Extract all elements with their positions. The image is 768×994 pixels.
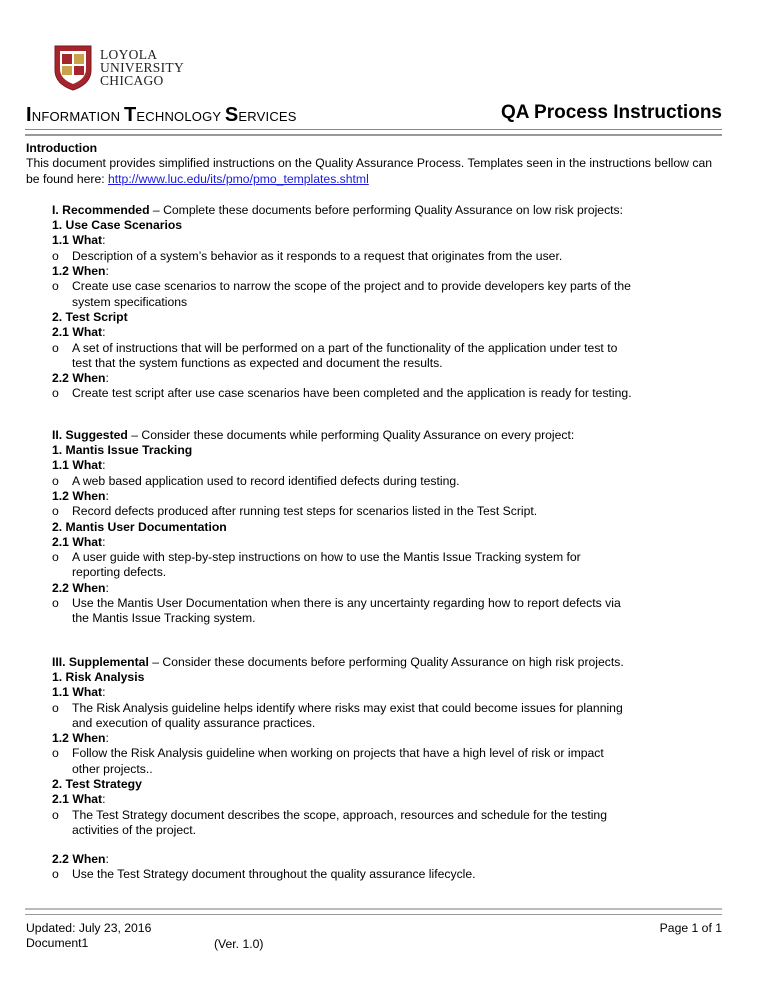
section-description: – Consider these documents before performing Quality Assurance on high risk projects. <box>148 654 624 669</box>
sub-heading-label: 1.2 When <box>52 264 106 279</box>
header-divider <box>25 129 722 136</box>
logo-wordmark <box>100 48 184 87</box>
sub-heading: 1.1 What: <box>52 458 106 473</box>
section-name: III. Supplemental <box>52 654 149 669</box>
bullet-text: Use the Mantis User Documentation when there is any uncertainty regarding how to report defects via the Mantis Issue Tracking system. <box>72 596 621 626</box>
bullet-circle-icon: o <box>52 550 59 565</box>
section <box>52 655 726 883</box>
bullet-item <box>52 341 632 372</box>
bullet-item <box>52 504 632 519</box>
sub-heading: 1.1 What: <box>52 685 106 700</box>
bullet-item <box>52 596 632 627</box>
section <box>52 203 726 402</box>
item-title: 2. Test Strategy <box>52 776 142 791</box>
bullet-text: Create use case scenarios to narrow the scope of the project and to provide developers key parts of the system specifications <box>72 279 631 309</box>
section-heading <box>52 203 726 218</box>
sub-heading: 1.1 What: <box>52 233 106 248</box>
sub-heading: 2.1 What: <box>52 792 106 807</box>
department-name <box>26 104 297 127</box>
sub-heading-label: 1.2 When <box>52 488 106 503</box>
section-heading <box>52 428 726 443</box>
bullet-item <box>52 279 632 310</box>
sub-heading-label: 2.2 When <box>52 371 106 386</box>
sub-heading: 2.1 What: <box>52 534 106 549</box>
bullet-item <box>52 386 632 401</box>
sub-heading: 2.1 What: <box>52 325 106 340</box>
footer-version: (Ver. 1.0) <box>214 937 264 951</box>
bullet-circle-icon: o <box>52 700 59 715</box>
sub-heading: 2.2 When: <box>52 852 109 867</box>
sections-container <box>26 203 726 883</box>
bullet-item <box>52 474 632 489</box>
intro-heading: Introduction <box>26 141 98 155</box>
sub-heading-label: 1.2 When <box>52 731 106 746</box>
bullet-item <box>52 808 632 839</box>
bullet-item <box>52 249 632 264</box>
bullet-text: Description of a system’s behavior as it responds to a request that originates from the user. <box>72 248 563 263</box>
sub-heading-label: 2.1 What <box>52 534 103 549</box>
bullet-circle-icon: o <box>52 504 59 519</box>
templates-link[interactable]: http://www.luc.edu/its/pmo/pmo_templates.shtml <box>108 171 369 186</box>
sub-heading-label: 1.1 What <box>52 458 103 473</box>
logo-line: UNIVERSITY <box>100 60 184 75</box>
intro-paragraph <box>26 156 726 187</box>
sub-heading: 1.2 When: <box>52 488 109 503</box>
document-body <box>26 141 726 883</box>
item-title: 2. Mantis User Documentation <box>52 519 227 534</box>
bullet-circle-icon: o <box>52 867 59 882</box>
logo-line: CHICAGO <box>100 73 164 88</box>
bullet-circle-icon: o <box>52 340 59 355</box>
bullet-text: Create test script after use case scenarios have been completed and the application is ready for testing. <box>72 386 632 401</box>
bullet-text: A user guide with step-by-step instructions on how to use the Mantis Issue Tracking system for reporting defects. <box>72 550 581 580</box>
footer-updated: Updated: July 23, 2016 <box>26 921 152 935</box>
bullet-circle-icon: o <box>52 386 59 401</box>
bullet-text: The Risk Analysis guideline helps identify where risks may exist that could become issues for planning and execution of quality assurance practices. <box>72 700 623 730</box>
bullet-item <box>52 746 632 777</box>
sub-heading: 1.2 When: <box>52 731 109 746</box>
document-title: QA Process Instructions <box>500 102 722 123</box>
bullet-text: A web based application used to record identified defects during testing. <box>72 473 460 488</box>
section-description: – Consider these documents while performing Quality Assurance on every project: <box>127 427 575 442</box>
item-title: 1. Risk Analysis <box>52 669 145 684</box>
sub-heading-label: 1.1 What <box>52 233 103 248</box>
bullet-item <box>52 867 632 882</box>
footer-divider <box>25 908 722 915</box>
intro-text: This document provides simplified instructions on the Quality Assurance Process. Templates seen in the instructions bellow can be found here: <box>26 156 712 186</box>
logo-line: LOYOLA <box>100 47 158 62</box>
bullet-text: Follow the Risk Analysis guideline when working on projects that have a high level of risk or impact other projects.. <box>72 746 604 776</box>
bullet-text: Record defects produced after running test steps for scenarios listed in the Test Script. <box>72 504 538 519</box>
footer-doc-name: Document1 <box>26 936 89 950</box>
bullet-circle-icon: o <box>52 279 59 294</box>
dept-word: ERVICES <box>238 109 297 124</box>
footer-page-number: Page 1 of 1 <box>659 921 722 935</box>
section <box>52 428 726 627</box>
dept-initial: T <box>124 104 137 126</box>
item-title: 2. Test Script <box>52 309 128 324</box>
sub-heading-label: 2.2 When <box>52 580 106 595</box>
sub-heading-label: 2.1 What <box>52 792 103 807</box>
bullet-circle-icon: o <box>52 248 59 263</box>
sub-heading: 1.2 When: <box>52 264 109 279</box>
bullet-item <box>52 550 632 581</box>
sub-heading-label: 2.1 What <box>52 325 103 340</box>
dept-word: ECHNOLOGY <box>136 109 225 124</box>
section-name: I. Recommended <box>52 202 150 217</box>
sub-heading: 2.2 When: <box>52 371 109 386</box>
dept-word: NFORMATION <box>31 109 124 124</box>
section-name: II. Suggested <box>52 427 128 442</box>
bullet-circle-icon: o <box>52 596 59 611</box>
bullet-text: Use the Test Strategy document throughout the quality assurance lifecycle. <box>72 867 476 882</box>
university-seal-icon <box>52 44 94 92</box>
section-description: – Complete these documents before performing Quality Assurance on low risk projects: <box>149 202 624 217</box>
bullet-circle-icon: o <box>52 746 59 761</box>
item-title: 1. Use Case Scenarios <box>52 218 183 233</box>
sub-heading-label: 1.1 What <box>52 685 103 700</box>
bullet-text: A set of instructions that will be performed on a part of the functionality of the application under test to test that the system functions as expected and document the results. <box>72 340 618 370</box>
bullet-circle-icon: o <box>52 807 59 822</box>
bullet-circle-icon: o <box>52 473 59 488</box>
bullet-item <box>52 701 632 732</box>
dept-initial: S <box>224 104 239 126</box>
sub-heading-label: 2.2 When <box>52 852 106 867</box>
section-heading <box>52 655 726 670</box>
university-logo <box>52 40 192 96</box>
bullet-text: The Test Strategy document describes the scope, approach, resources and schedule for the testing activities of the project. <box>72 807 607 837</box>
dept-initial: I <box>26 104 32 126</box>
sub-heading: 2.2 When: <box>52 580 109 595</box>
item-title: 1. Mantis Issue Tracking <box>52 443 193 458</box>
